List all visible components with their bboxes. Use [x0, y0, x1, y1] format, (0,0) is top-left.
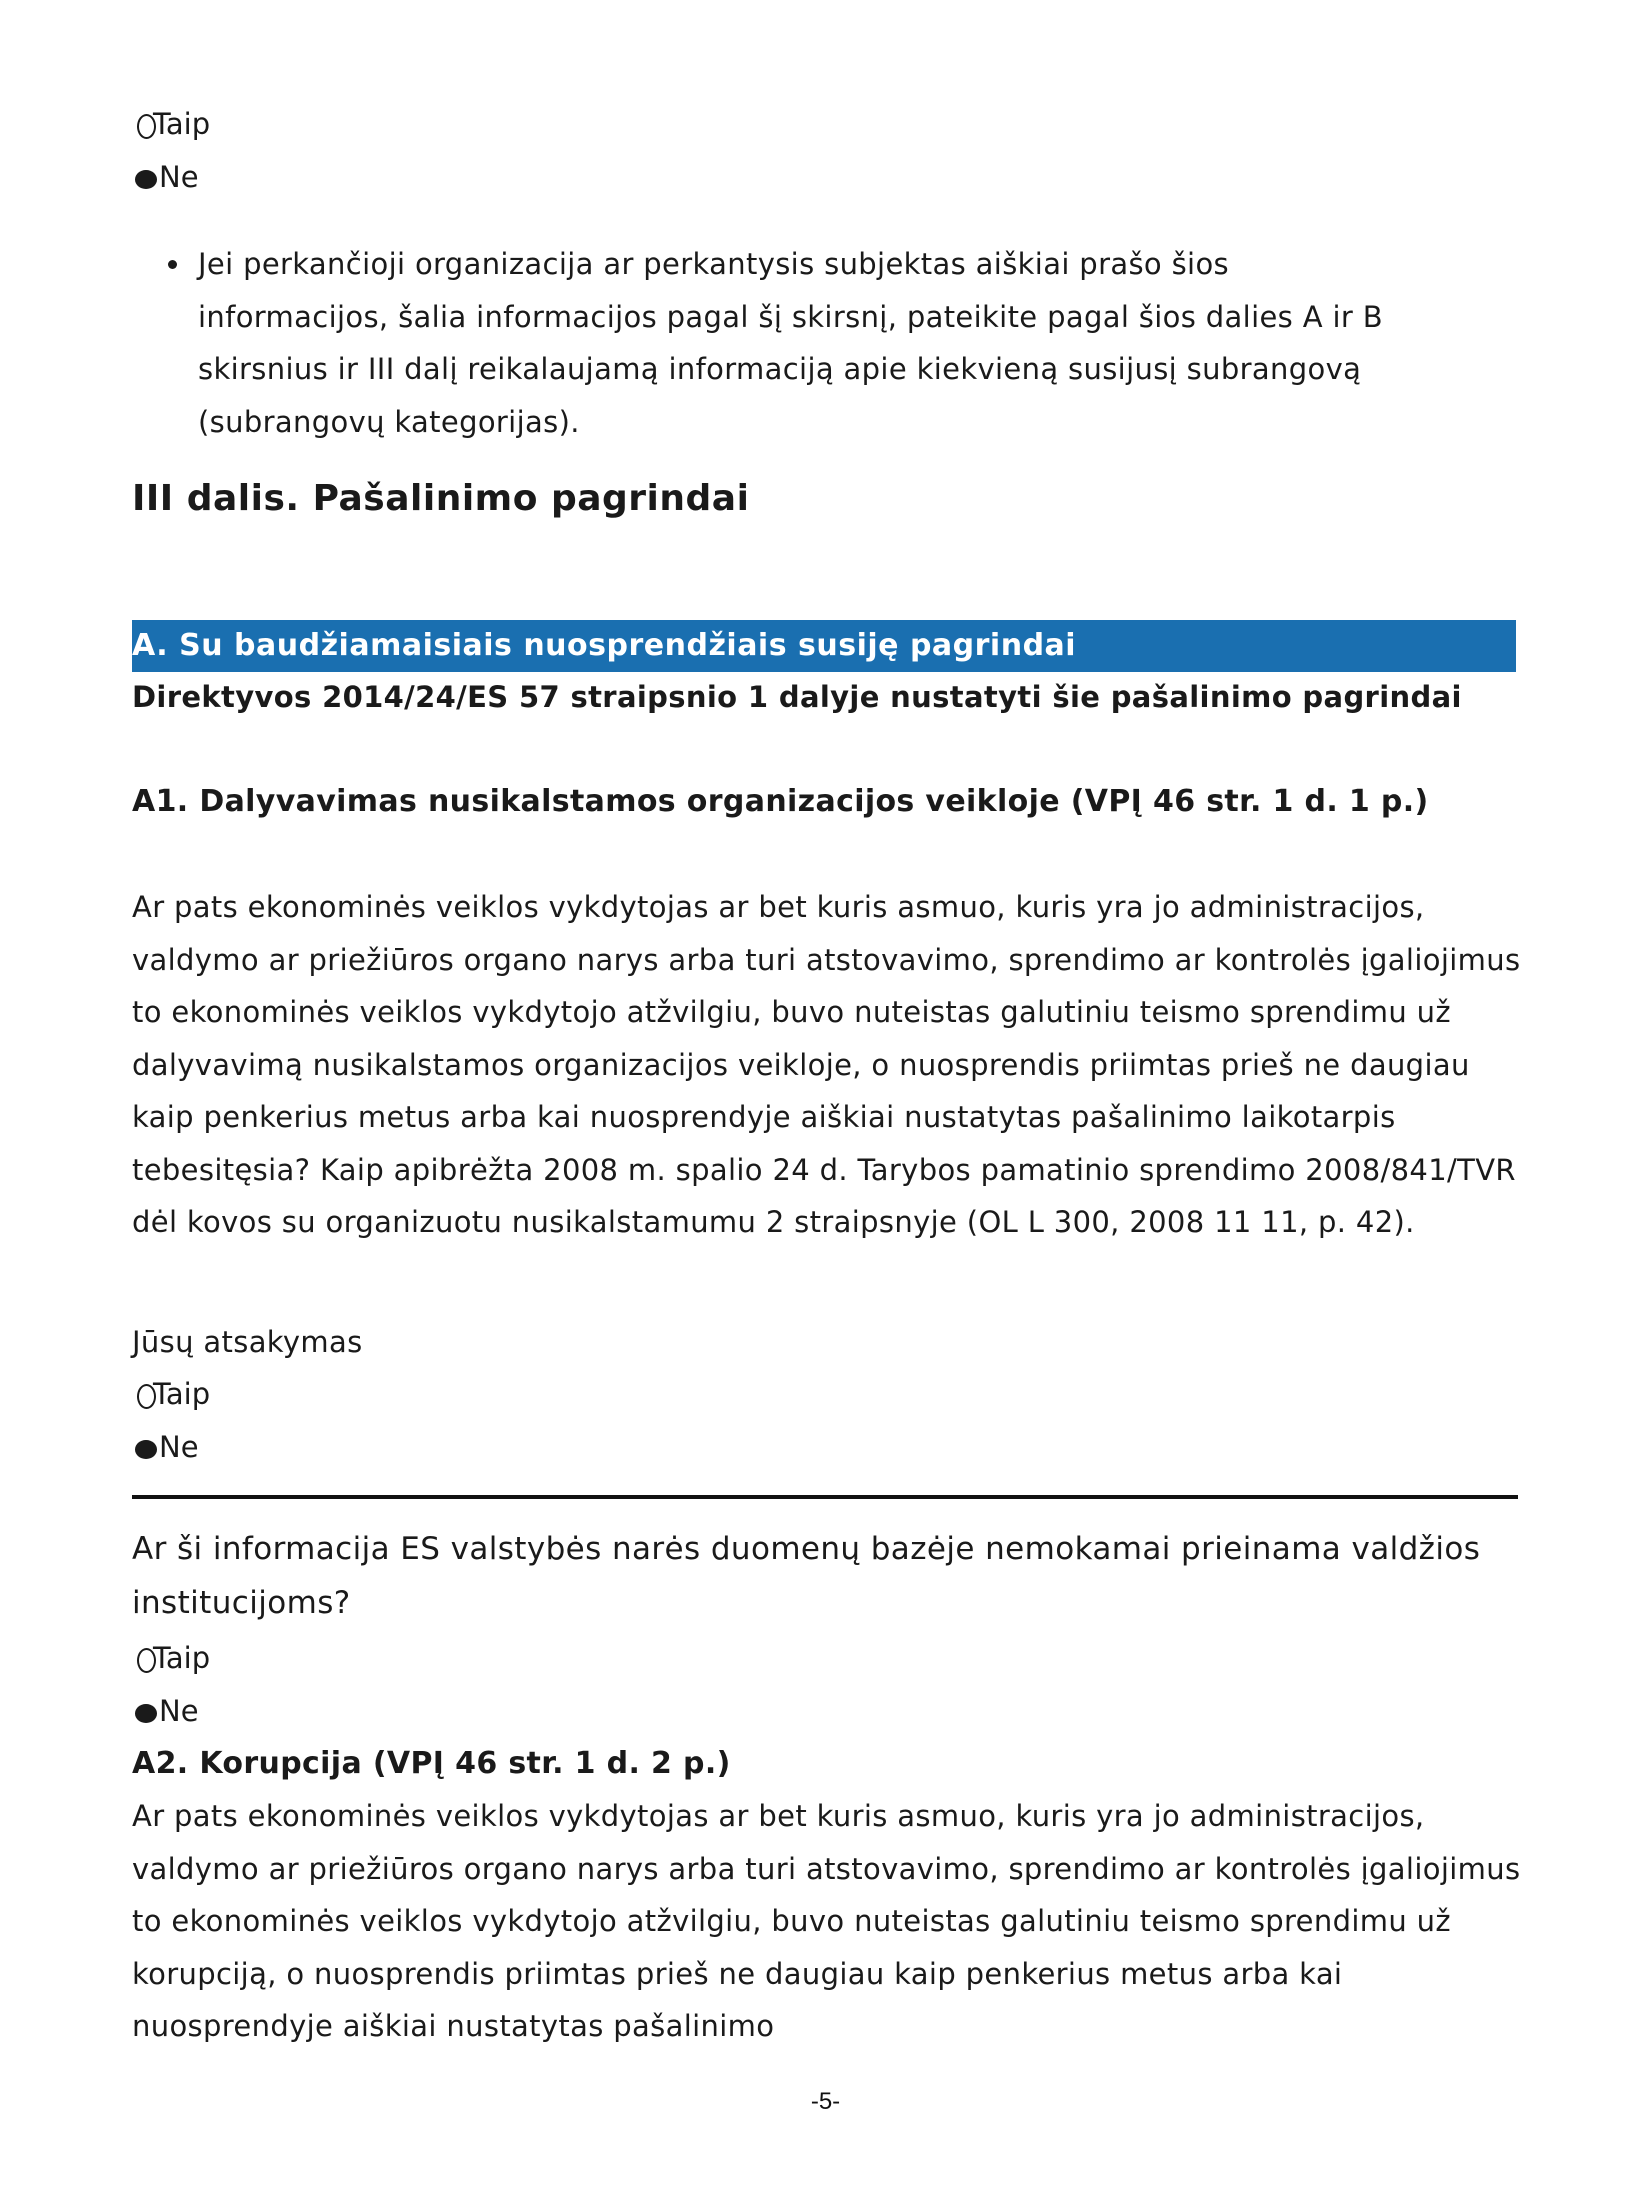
a1-radio-option-no[interactable] [135, 1427, 199, 1467]
radio-label-no: Ne [159, 1694, 199, 1728]
a1-radio-option-yes[interactable] [137, 1374, 210, 1414]
a2-text: Ar pats ekonominės veiklos vykdytojas ar bet kuris asmuo, kuris yra jo administracijos, valdymo ar priežiūros organo narys arba turi atstovavimo, sprendimo ar kontrolės įgaliojimus to ekonominės veiklos vykdytojo atžvilgiu, buvo nuteistas galutiniu teismo sprendimu už korupciją, o nuosprendis priimtas prieš ne daugiau kaip penkerius metus arba kai nuosprendyje aiškiai nustatytas pašalinimo [132, 1799, 1521, 2043]
database-radio-option-yes[interactable] [137, 1638, 210, 1678]
radio-label-no: Ne [159, 160, 199, 194]
radio-option-yes[interactable] [137, 104, 210, 144]
bullet-icon [168, 260, 177, 269]
part-title: III dalis. Pašalinimo pagrindai [132, 478, 750, 519]
a1-title: A1. Dalyvavimas nusikalstamos organizacijos veikloje (VPĮ 46 str. 1 d. 1 p.) [132, 784, 1429, 819]
radio-option-no[interactable] [135, 157, 199, 197]
answer-label: Jūsų atsakymas [132, 1325, 363, 1359]
radio-label-yes: Taip [153, 107, 211, 141]
radio-selected-icon[interactable] [135, 1704, 157, 1723]
radio-label-yes: Taip [153, 1641, 211, 1675]
radio-selected-icon[interactable] [135, 170, 157, 189]
subcontractor-note-text: Jei perkančioji organizacija ar perkantysis subjektas aiškiai prašo šios informacijos, šalia informacijos pagal šį skirsnį, pateikite pagal šios dalies A ir B skirsnius ir III dalį reikalaujamą informaciją apie kiekvieną susijusį subrangovą (subrangovų kategorijas). [198, 247, 1383, 439]
database-question: Ar ši informacija ES valstybės narės duomenų bazėje nemokamai prieinama valdžios institucijoms? [132, 1531, 1481, 1621]
a2-title: A2. Korupcija (VPĮ 46 str. 1 d. 2 p.) [132, 1746, 731, 1781]
radio-label-yes: Taip [153, 1377, 211, 1411]
page-number: -5- [810, 2088, 841, 2115]
radio-label-no: Ne [159, 1430, 199, 1464]
subcontractor-note [168, 238, 1428, 448]
radio-selected-icon[interactable] [135, 1440, 157, 1459]
a1-text: Ar pats ekonominės veiklos vykdytojas ar bet kuris asmuo, kuris yra jo administracijos, valdymo ar priežiūros organo narys arba turi atstovavimo, sprendimo ar kontrolės įgaliojimus to ekonominės veiklos vykdytojo atžvilgiu, buvo nuteistas galutiniu teismo sprendimu už dalyvavimą nusikalstamos organizacijos veikloje, o nuosprendis priimtas prieš ne daugiau kaip penkerius metus arba kai nuosprendyje aiškiai nustatytas pašalinimo laikotarpis tebesitęsia? Kaip apibrėžta 2008 m. spalio 24 d. Tarybos pamatinio sprendimo 2008/841/TVR dėl kovos su organizuotu nusikalstamumu 2 straipsnyje (OL L 300, 2008 11 11, p. 42). [132, 890, 1521, 1239]
section-a-subtitle: Direktyvos 2014/24/ES 57 straipsnio 1 dalyje nustatyti šie pašalinimo pagrindai [132, 680, 1462, 714]
section-a-header: A. Su baudžiamaisiais nuosprendžiais susiję pagrindai [132, 620, 1516, 672]
database-radio-option-no[interactable] [135, 1691, 199, 1731]
divider-line [132, 1495, 1518, 1499]
